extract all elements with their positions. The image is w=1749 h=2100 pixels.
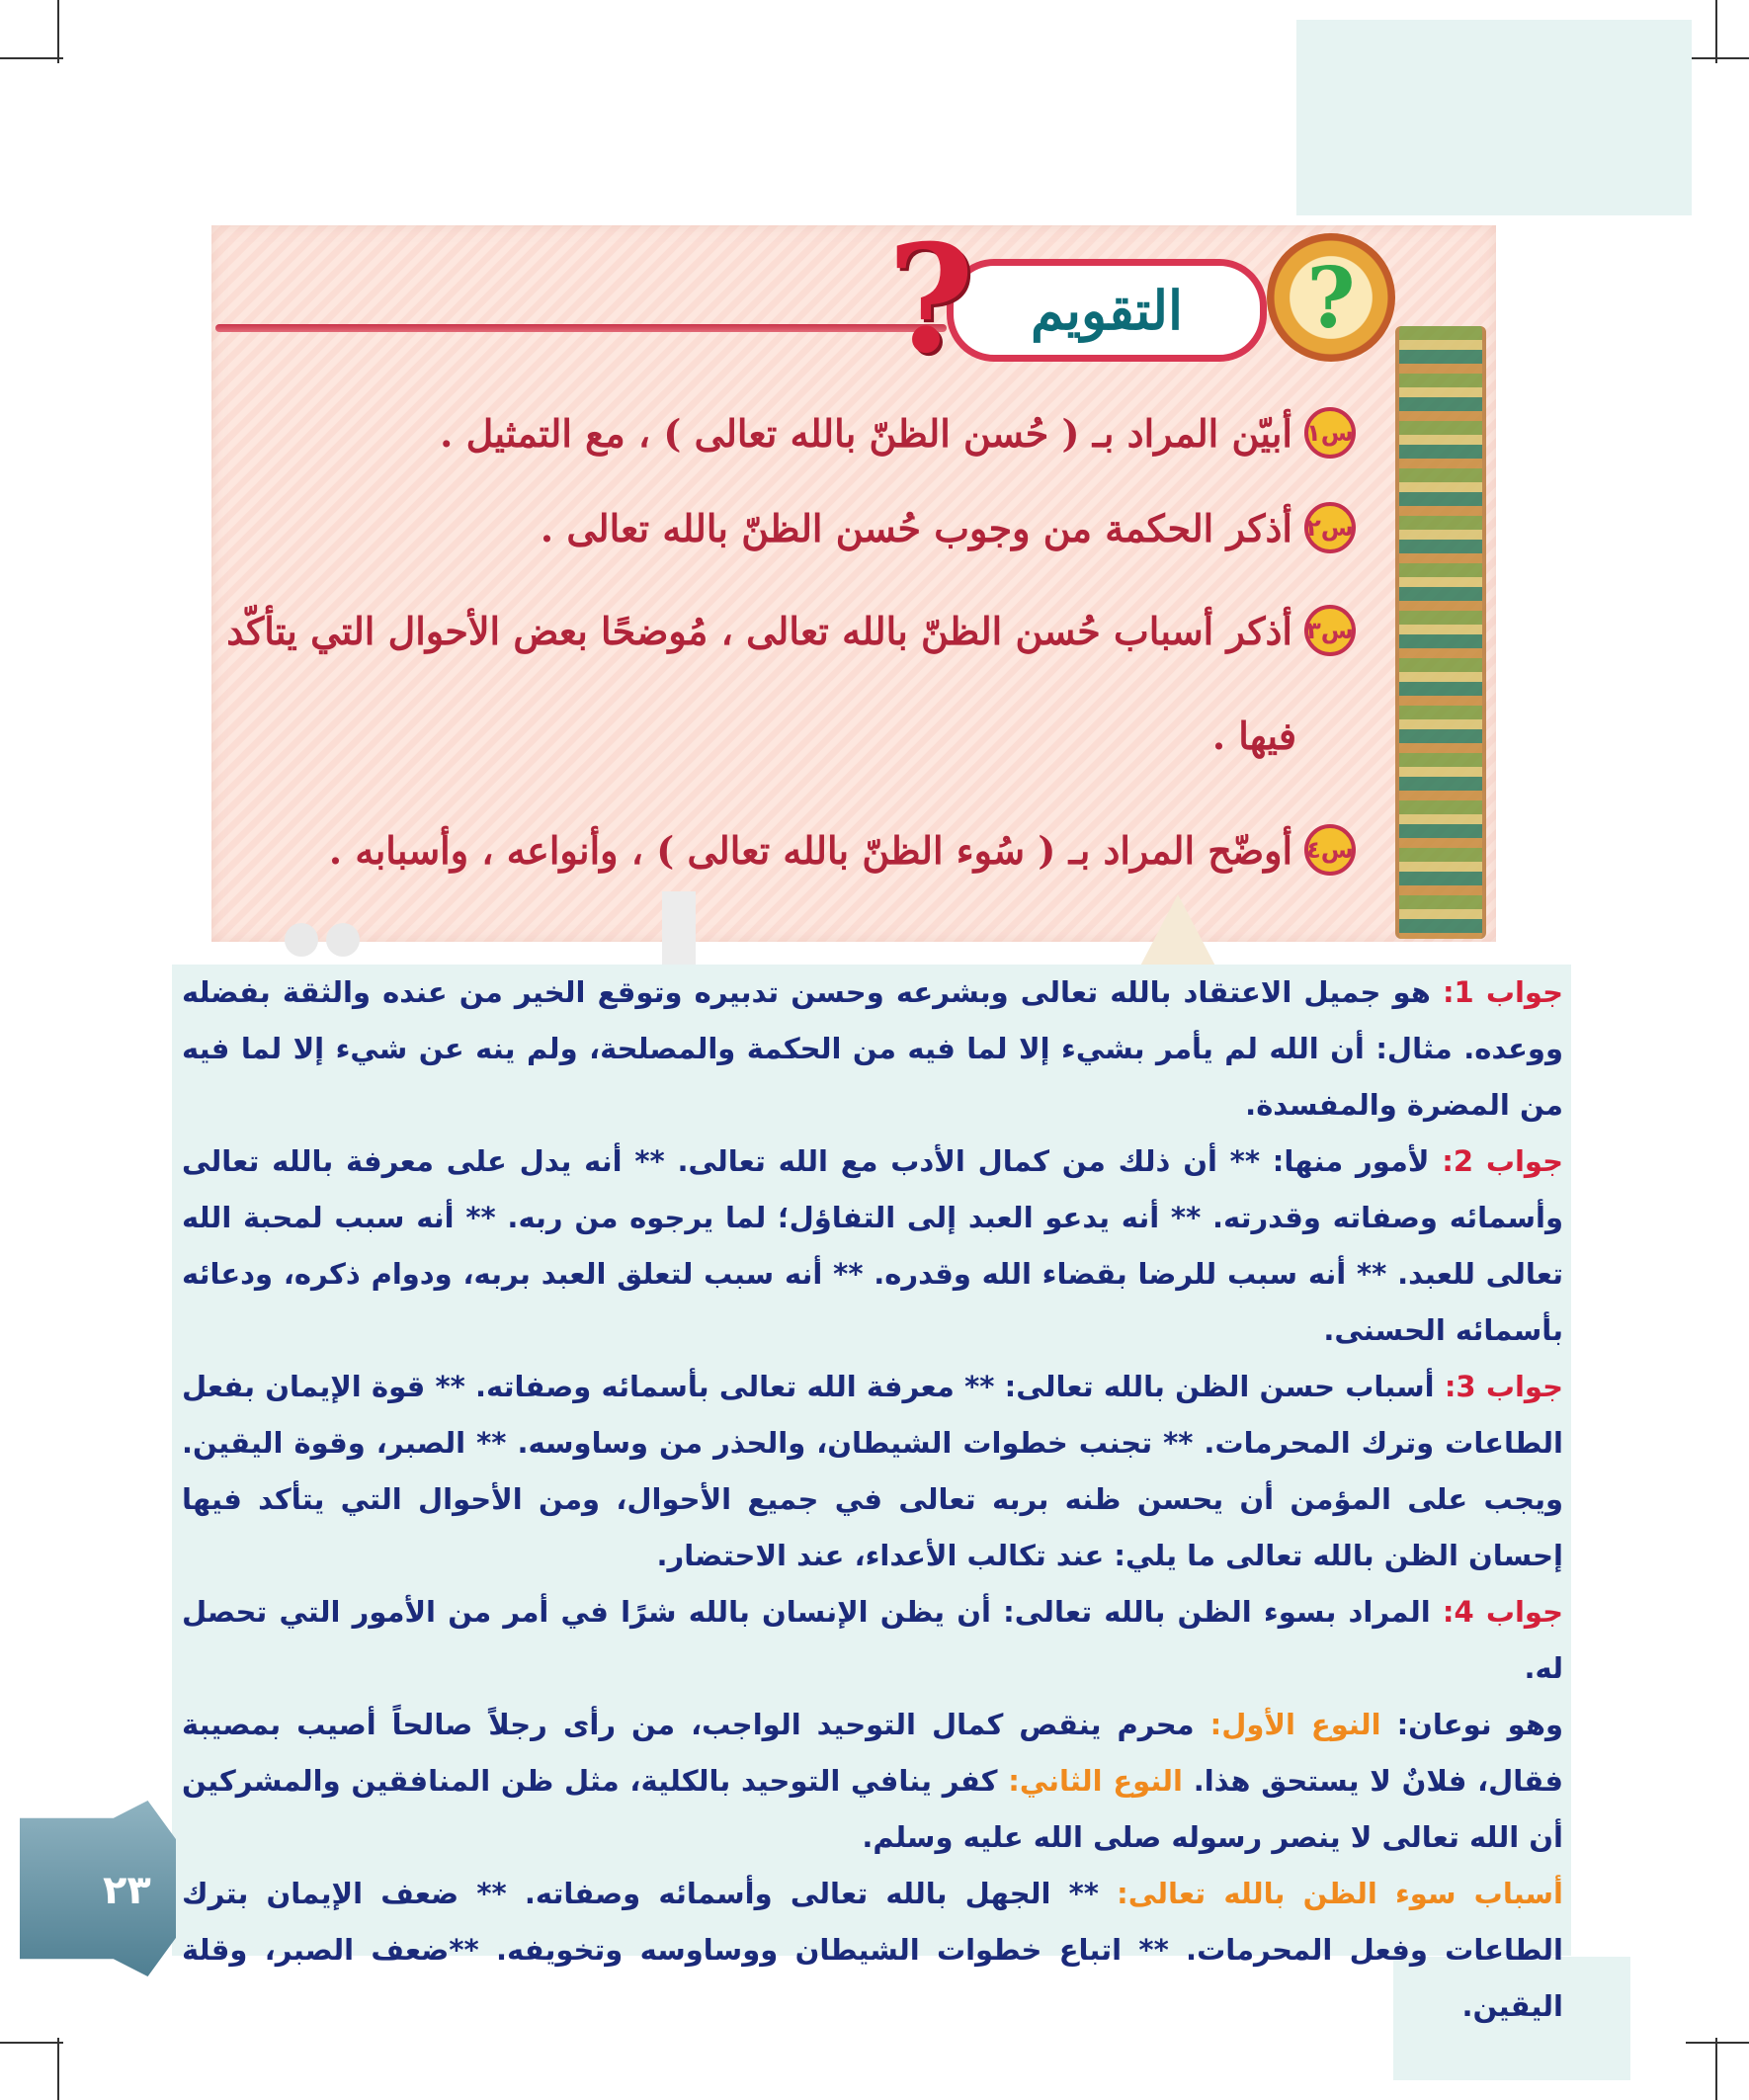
watermark-dots — [285, 923, 374, 963]
crop-mark — [1715, 2038, 1717, 2100]
answer-text: المراد بسوء الظن بالله تعالى: أن يظن الإنسان بالله شرًا في أمر من الأمور التي تحصل له. — [182, 1595, 1563, 1685]
question-text: أذكر الحكمة من وجوب حُسن الظنّ بالله تعالى . — [540, 505, 1292, 550]
question-number-badge: س٣ — [1304, 605, 1356, 656]
answer-4-causes — [182, 1866, 1563, 2035]
question-4 — [329, 824, 1356, 876]
answer-text: لأمور منها: ** أن ذلك من كمال الأدب مع الله تعالى. ** أنه يدل على معرفة بالله تعالى وأسمائه وصفاته وقدرته. ** أنه يدعو العبد إلى التفاؤل؛ لما يرجوه من ربه. ** أنه سبب لمحبة الله تعالى للعبد. ** أنه سبب للرضا بقضاء الله وقدره. ** أنه سبب لتعلق العبد بربه، ودوام ذكره، ودعائه بأسمائه الحسنى. — [182, 1144, 1563, 1347]
page-number-tab — [20, 1801, 176, 1976]
question-number-badge: س١ — [1304, 407, 1356, 459]
watermark-bar — [662, 891, 696, 970]
crop-mark — [0, 57, 63, 59]
answer-text: أسباب حسن الظن بالله تعالى: ** معرفة الله تعالى بأسمائه وصفاته. ** قوة الإيمان بفعل الطاعات وترك المحرمات. ** تجنب خطوات الشيطان، والحذر من وساوسه. ** الصبر، وقوة اليقين. ويجب على المؤمن أن يحسن ظنه بربه تعالى في جميع الأحوال، ومن الأحوال التي يتأكد فيها إحسان الظن بالله تعالى ما يلي: عند تكالب الأعداء، عند الاحتضار. — [182, 1370, 1563, 1572]
question-text: أبيّن المراد بـ ( حُسن الظنّ بالله تعالى ) ، مع التمثيل . — [440, 410, 1292, 456]
answers-panel — [172, 965, 1571, 2023]
question-text: أوضّح المراد بـ ( سُوء الظنّ بالله تعالى ) ، وأنواعه ، وأسبابه . — [328, 827, 1292, 873]
crop-mark — [1715, 0, 1717, 63]
crop-mark — [57, 2038, 59, 2100]
answer-2 — [182, 1134, 1563, 1359]
question-number-badge: س٢ — [1304, 502, 1356, 553]
answer-4 — [182, 1584, 1563, 1697]
type-2-text: كفر ينافي التوحيد بالكلية، مثل ظن المنافقين والمشركين أن الله تعالى لا ينصر رسوله صلى الله عليه وسلم. — [182, 1764, 1563, 1854]
title-underline — [215, 324, 947, 332]
answer-label: جواب 4: — [1442, 1595, 1563, 1629]
section-title: التقويم — [1031, 279, 1183, 342]
answer-label: جواب 2: — [1442, 1144, 1563, 1178]
ornament-border — [1395, 326, 1486, 939]
type-2-label: النوع الثاني: — [1008, 1764, 1183, 1798]
crop-mark — [57, 0, 59, 63]
crop-mark — [1686, 2042, 1749, 2044]
question-3-continuation: فيها . — [1211, 714, 1296, 758]
answer-label: جواب 3: — [1444, 1370, 1563, 1403]
answer-3 — [182, 1359, 1563, 1584]
section-badge — [1267, 233, 1395, 362]
type-1-text: محرم ينقص كمال التوحيد الواجب، من رأى رجلاً صالحاً أصيب بمصيبة فقال، فلانٌ لا يستحق هذا. — [182, 1708, 1564, 1798]
causes-text: ** الجهل بالله تعالى وأسمائه وصفاته. ** ضعف الإيمان بترك الطاعات وفعل المحرمات. ** اتباع خطوات الشيطان ووساوسه وتخويفه. **ضعف الصبر، وقلة اليقين. — [182, 1877, 1563, 2023]
section-title-pill — [947, 259, 1267, 362]
answer-label: جواب 1: — [1442, 975, 1563, 1009]
answer-1 — [182, 965, 1563, 1134]
question-number-badge: س٤ — [1304, 824, 1356, 876]
answer-4-types — [182, 1697, 1563, 1866]
types-intro: وهو نوعان: — [1380, 1708, 1563, 1741]
crop-mark — [0, 2042, 63, 2044]
question-mark-icon: ? — [887, 212, 974, 386]
answer-text: هو جميل الاعتقاد بالله تعالى وبشرعه وحسن تدبيره وتوقع الخير من عنده والثقة بفضله ووعده. مثال: أن الله لم يأمر بشيء إلا لما فيه من الحكمة والمصلحة، ولم ينه عن شيء إلا لما فيه من المضرة والمفسدة. — [182, 975, 1563, 1122]
causes-label: أسباب سوء الظن بالله تعالى: — [1117, 1877, 1564, 1910]
question-3 — [226, 605, 1356, 656]
question-text: أذكر أسباب حُسن الظنّ بالله تعالى ، مُوضحًا بعض الأحوال التي يتأكّد — [226, 608, 1292, 653]
page-number: ٢٣ — [103, 1868, 151, 1913]
question-2 — [541, 502, 1356, 553]
teal-panel-top — [1296, 20, 1692, 215]
question-1 — [440, 407, 1356, 459]
crop-mark — [1686, 57, 1749, 59]
type-1-label: النوع الأول: — [1209, 1708, 1381, 1741]
watermark-triangle — [1136, 894, 1219, 973]
badge-question-icon: ? — [1306, 248, 1356, 347]
